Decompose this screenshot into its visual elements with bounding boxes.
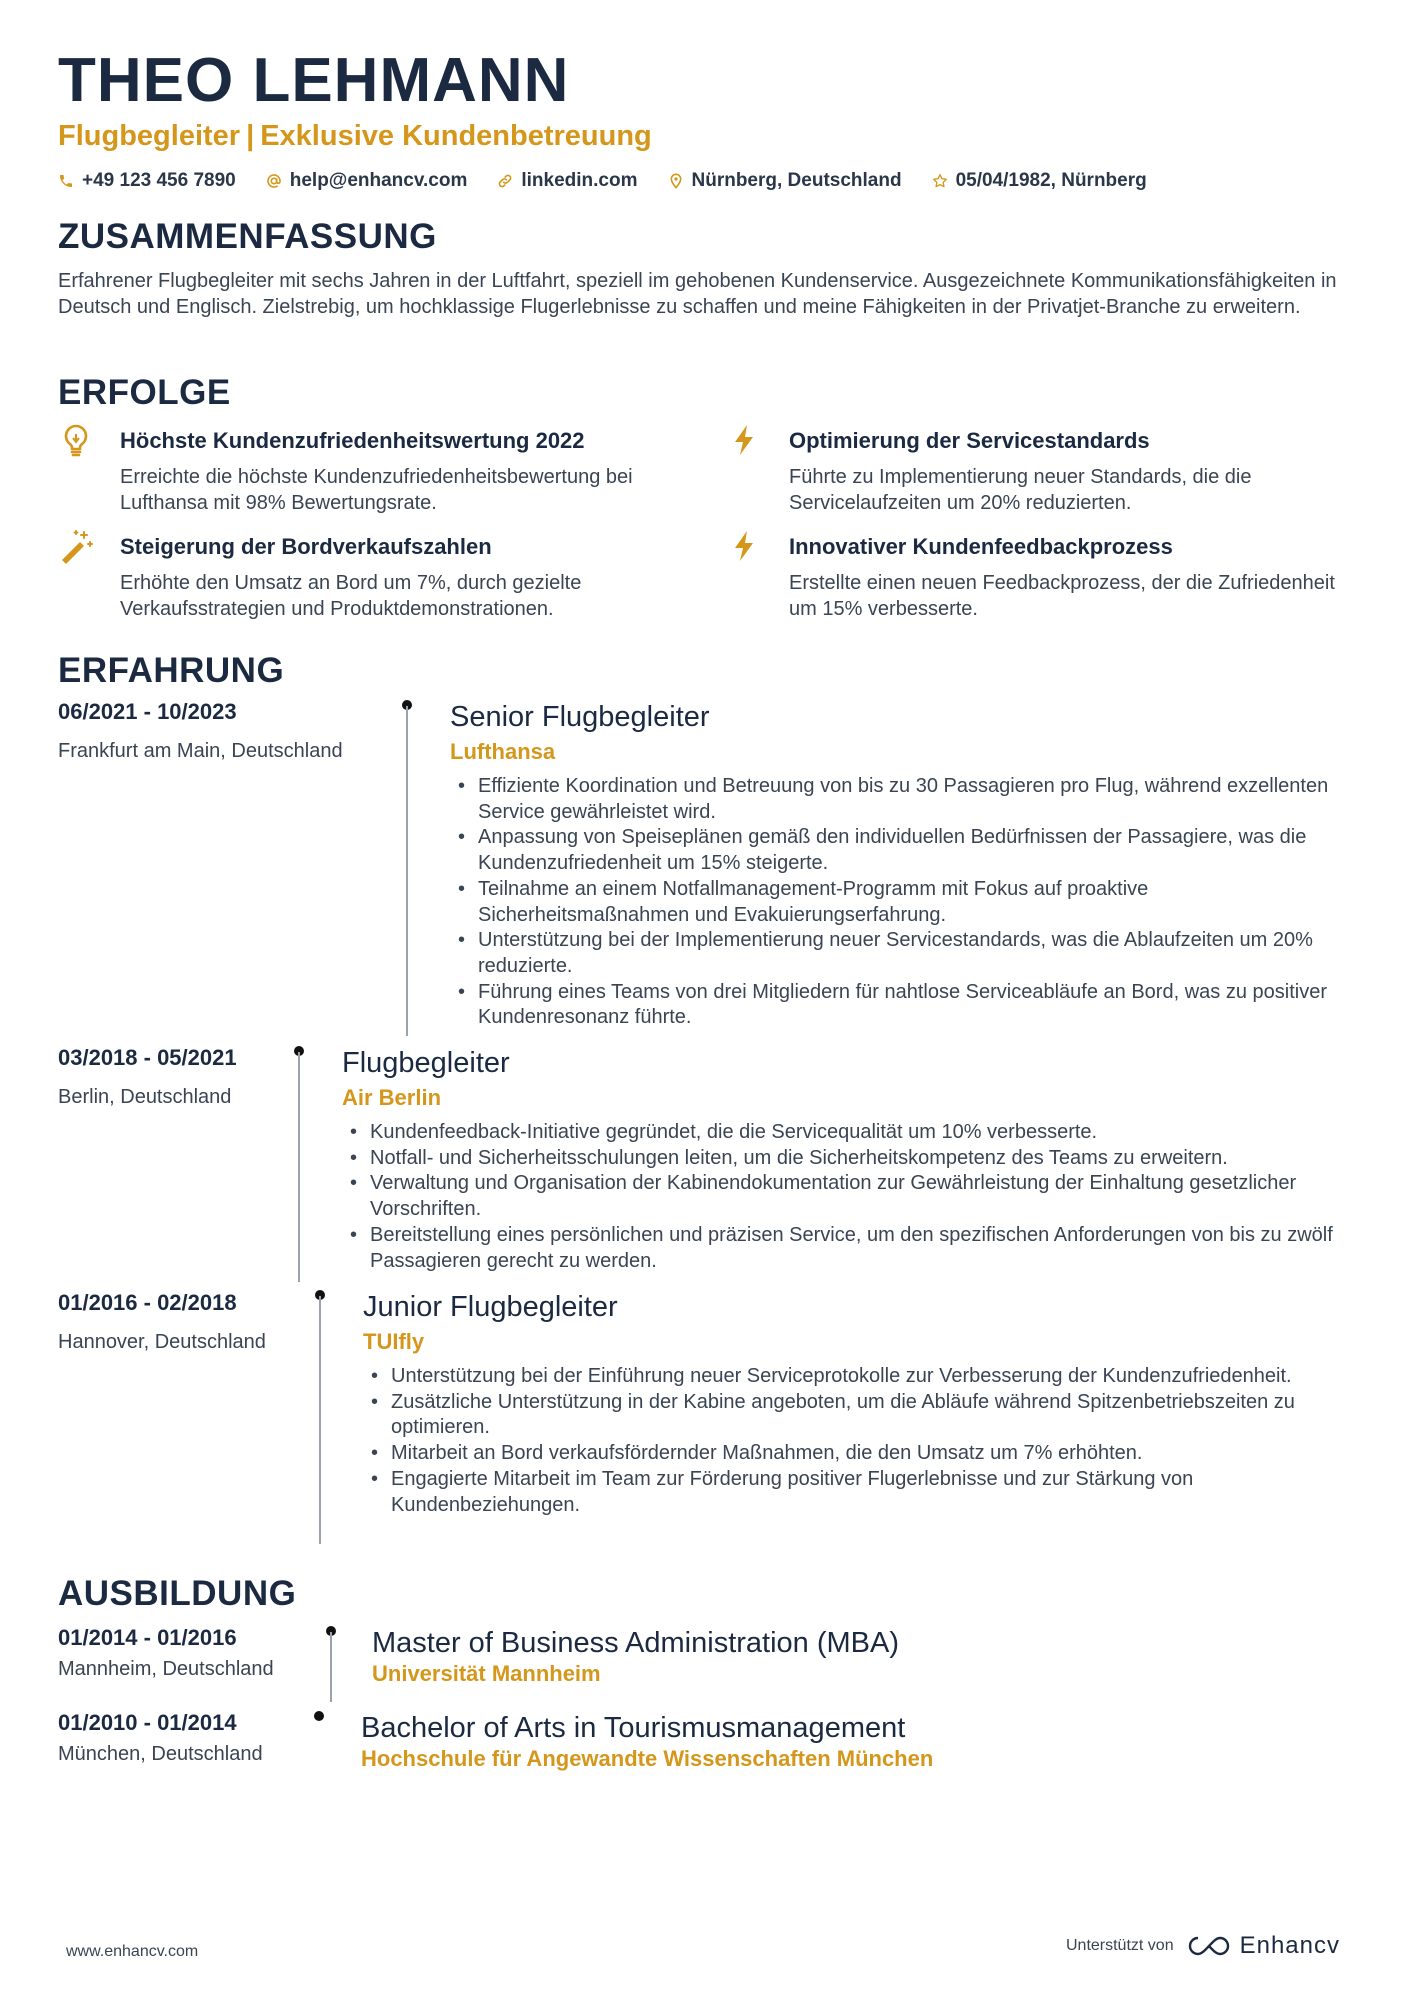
footer-branding bbox=[1066, 1932, 1340, 1960]
list-item: • Unterstützung bei der Implementierung neuer Servicestandards, was die Ablaufzeiten um 20% reduzierte. bbox=[450, 928, 1350, 979]
powered-by-label: Unterstützt von bbox=[1065, 1937, 1174, 1954]
role-title: Junior Flugbegleiter bbox=[363, 1291, 618, 1323]
contact-email[interactable] bbox=[266, 170, 468, 192]
contact-location bbox=[668, 170, 902, 192]
list-item: • Effiziente Koordination und Betreuung von bis zu 30 Passagieren pro Flug, während exzellenten Service gewährleistet wird. bbox=[450, 774, 1350, 825]
birth-text: 05/04/1982, Nürnberg bbox=[955, 170, 1147, 191]
brand-name: Enhancv bbox=[1239, 1932, 1340, 1959]
job-title bbox=[58, 118, 652, 154]
at-icon bbox=[266, 173, 282, 189]
link-icon bbox=[497, 173, 513, 189]
list-item: • Verwaltung und Organisation der Kabinendokumentation zur Gewährleistung der Einhaltung gesetzlicher Vorschriften. bbox=[342, 1171, 1352, 1222]
education-entry bbox=[361, 1711, 933, 1773]
experience-meta bbox=[58, 698, 343, 764]
infinity-logo-icon bbox=[1186, 1934, 1232, 1958]
experience-location: Frankfurt am Main, Deutschland bbox=[58, 740, 343, 762]
company-name: TUIfly bbox=[363, 1329, 425, 1354]
experience-meta bbox=[58, 1044, 237, 1110]
timeline-line bbox=[319, 1296, 321, 1544]
achievement-title: Steigerung der Bordverkaufszahlen bbox=[120, 534, 492, 559]
company-name: Lufthansa bbox=[450, 739, 556, 764]
list-item: • Kundenfeedback-Initiative gegründet, die die Servicequalität um 10% verbesserte. bbox=[342, 1120, 1352, 1146]
achievement-text: Erstellte einen neuen Feedbackprozess, der die Zufriedenheit um 15% verbesserte. bbox=[789, 572, 1335, 620]
contact-phone[interactable] bbox=[58, 170, 236, 192]
experience-entry bbox=[450, 700, 1350, 1031]
achievement-title: Optimierung der Servicestandards bbox=[789, 428, 1150, 453]
lightbulb-icon bbox=[58, 422, 94, 458]
summary-heading: ZUSAMMENFASSUNG bbox=[58, 217, 437, 256]
list-item: • Engagierte Mitarbeit im Team zur Förderung positiver Flugerlebnisse und zur Stärkung von Kundenbeziehungen. bbox=[363, 1467, 1323, 1518]
job-title-primary: Flugbegleiter bbox=[58, 120, 241, 152]
contact-bar bbox=[58, 170, 1147, 192]
experience-date: 06/2021 - 10/2023 bbox=[58, 699, 237, 724]
company-name: Air Berlin bbox=[342, 1085, 442, 1110]
degree-title: Master of Business Administration (MBA) bbox=[372, 1627, 900, 1659]
list-item: • Führung eines Teams von drei Mitgliedern für nahtlose Serviceabläufe an Bord, was zu positiver Kundenresonanz führte. bbox=[450, 980, 1350, 1031]
list-item: • Teilnahme an einem Notfallmanagement-Programm mit Fokus auf proaktive Sicherheitsmaßnahmen und Evakuierungserfahrung. bbox=[450, 877, 1350, 928]
school-name: Hochschule für Angewandte Wissenschaften München bbox=[361, 1746, 934, 1771]
list-item: • Zusätzliche Unterstützung in der Kabine angeboten, um die Abläufe während Spitzenbetriebszeiten zu optimieren. bbox=[363, 1390, 1323, 1441]
lightning-icon bbox=[727, 422, 763, 458]
phone-icon bbox=[58, 173, 74, 189]
phone-text: +49 123 456 7890 bbox=[82, 170, 236, 191]
email-text: help@enhancv.com bbox=[289, 170, 468, 191]
experience-location: Hannover, Deutschland bbox=[58, 1331, 266, 1353]
education-date: 01/2014 - 01/2016 bbox=[58, 1625, 237, 1650]
experience-entry bbox=[363, 1290, 1323, 1518]
list-item: • Unterstützung bei der Einführung neuer Serviceprotokolle zur Verbesserung der Kundenzufriedenheit. bbox=[363, 1364, 1323, 1390]
role-title: Senior Flugbegleiter bbox=[450, 701, 710, 733]
education-meta bbox=[58, 1624, 274, 1682]
education-heading: AUSBILDUNG bbox=[58, 1574, 297, 1613]
timeline-line bbox=[406, 706, 408, 1036]
lightning-icon bbox=[727, 528, 763, 564]
timeline-line bbox=[298, 1052, 300, 1282]
experience-bullets bbox=[363, 1364, 1323, 1518]
job-title-separator: | bbox=[246, 120, 255, 152]
timeline-dot bbox=[314, 1711, 324, 1721]
school-name: Universität Mannheim bbox=[372, 1661, 601, 1686]
degree-title: Bachelor of Arts in Tourismusmanagement bbox=[361, 1712, 906, 1744]
achievement-text: Führte zu Implementierung neuer Standards, die die Servicelaufzeiten um 20% reduzierten. bbox=[789, 466, 1252, 514]
achievement-text: Erreichte die höchste Kundenzufriedenheitsbewertung bei Lufthansa mit 98% Bewertungsrate. bbox=[120, 466, 633, 514]
footer-website[interactable]: www.enhancv.com bbox=[66, 1943, 199, 1960]
job-title-secondary: Exklusive Kundenbetreuung bbox=[260, 120, 652, 152]
enhancv-logo[interactable] bbox=[1186, 1932, 1340, 1960]
summary-text: Erfahrener Flugbegleiter mit sechs Jahren in der Luftfahrt, speziell im gehobenen Kundenservice. Ausgezeichnete Kommunikationsfähigkeiten in Deutsch und Englisch. Zielstrebig, um hochklassige Flugerlebnisse zu schaffen und meine Fähigkeiten in der Privatjet-Branche zu erweitern. bbox=[58, 270, 1337, 318]
achievement-title: Innovativer Kundenfeedbackprozess bbox=[789, 534, 1173, 559]
magic-wand-icon bbox=[58, 528, 94, 564]
contact-birth bbox=[932, 170, 1147, 192]
achievement-text: Erhöhte den Umsatz an Bord um 7%, durch gezielte Verkaufsstrategien und Produktdemonstrationen. bbox=[120, 572, 582, 620]
location-text: Nürnberg, Deutschland bbox=[691, 170, 902, 191]
contact-linkedin[interactable] bbox=[497, 170, 637, 192]
experience-date: 01/2016 - 02/2018 bbox=[58, 1290, 237, 1315]
experience-bullets bbox=[342, 1120, 1352, 1274]
list-item: • Mitarbeit an Bord verkaufsfördernder Maßnahmen, die den Umsatz um 7% erhöhten. bbox=[363, 1441, 1323, 1467]
achievements-heading: ERFOLGE bbox=[58, 373, 231, 412]
achievement-title: Höchste Kundenzufriedenheitswertung 2022 bbox=[120, 428, 585, 453]
education-date: 01/2010 - 01/2014 bbox=[58, 1710, 237, 1735]
experience-meta bbox=[58, 1289, 266, 1355]
experience-bullets bbox=[450, 774, 1350, 1031]
location-pin-icon bbox=[668, 173, 684, 189]
role-title: Flugbegleiter bbox=[342, 1047, 510, 1079]
experience-entry bbox=[342, 1046, 1352, 1274]
education-location: München, Deutschland bbox=[58, 1743, 263, 1765]
education-location: Mannheim, Deutschland bbox=[58, 1658, 274, 1680]
candidate-name: THEO LEHMANN bbox=[58, 46, 570, 115]
experience-heading: ERFAHRUNG bbox=[58, 651, 285, 690]
list-item: • Bereitstellung eines persönlichen und präzisen Service, um den spezifischen Anforderungen von bis zu zwölf Passagieren gerecht zu werden. bbox=[342, 1223, 1352, 1274]
education-entry bbox=[372, 1626, 899, 1688]
experience-date: 03/2018 - 05/2021 bbox=[58, 1045, 237, 1070]
linkedin-text: linkedin.com bbox=[521, 170, 638, 191]
timeline-line bbox=[330, 1632, 332, 1702]
list-item: • Anpassung von Speiseplänen gemäß den individuellen Bedürfnissen der Passagiere, was die Kundenzufriedenheit um 15% steigerte. bbox=[450, 825, 1350, 876]
star-icon bbox=[932, 173, 948, 189]
education-meta bbox=[58, 1709, 263, 1767]
list-item: • Notfall- und Sicherheitsschulungen leiten, um die Sicherheitskompetenz des Teams zu erweitern. bbox=[342, 1146, 1352, 1172]
experience-location: Berlin, Deutschland bbox=[58, 1086, 232, 1108]
